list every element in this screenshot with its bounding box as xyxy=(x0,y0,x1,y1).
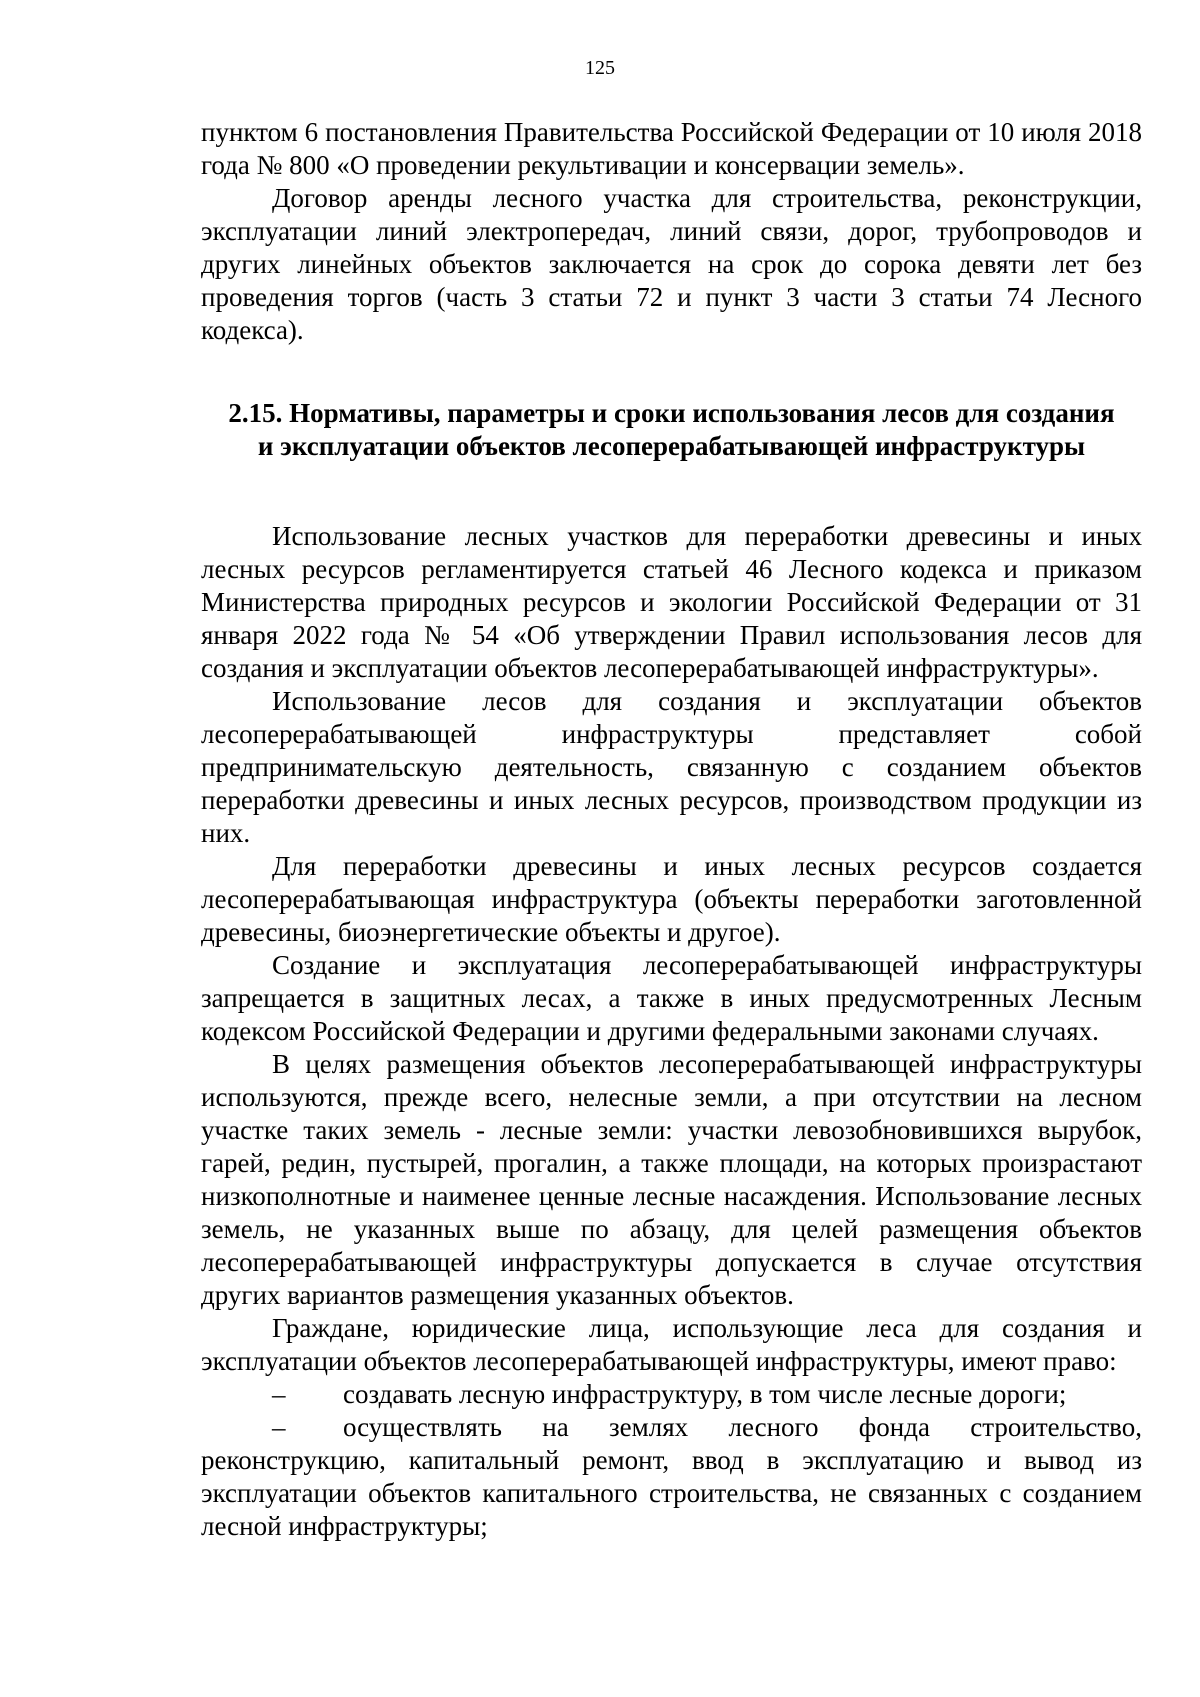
section-body xyxy=(201,520,1142,1543)
section-heading-line-2: и эксплуатации объектов лесоперерабатывающей инфраструктуры xyxy=(257,431,1086,461)
section-paragraph: В целях размещения объектов лесоперерабатывающей инфраструктуры используются, прежде всего, нелесные земли, а при отсутствии на лесном участке таких земель - лесные земли: участки левозобновившихся вырубок, гарей, редин, пустырей, прогалин, а также площади, на которых произрастают низкополнотные и наименее ценные лесные насаждения. Использование лесных земель, не указанных выше по абзацу, для целей размещения объектов лесоперерабатывающей инфраструктуры допускается в случае отсутствия других вариантов размещения указанных объектов. xyxy=(201,1049,1142,1310)
top-text-block xyxy=(201,116,1142,347)
list-dash-marker: – xyxy=(272,1412,286,1442)
section-heading xyxy=(190,397,1153,463)
section-paragraph: Использование лесных участков для переработки древесины и иных лесных ресурсов регламентируется статьей 46 Лесного кодекса и приказом Министерства природных ресурсов и экологии Российской Федерации от 31 января 2022 года № 54 «Об утверждении Правил использования лесов для создания и эксплуатации объектов лесоперерабатывающей инфраструктуры». xyxy=(201,521,1142,683)
section-paragraph: Граждане, юридические лица, использующие леса для создания и эксплуатации объектов лесоперерабатывающей инфраструктуры, имеют право: xyxy=(201,1313,1142,1376)
section-paragraph: Для переработки древесины и иных лесных ресурсов создается лесоперерабатывающая инфраструктура (объекты переработки заготовленной древесины, биоэнергетические объекты и другое). xyxy=(201,851,1142,947)
section-heading-line-1: 2.15. Нормативы, параметры и сроки использования лесов для создания xyxy=(228,398,1115,428)
list-item xyxy=(201,1378,1142,1411)
list-item-text: создавать лесную инфраструктуру, в том числе лесные дороги; xyxy=(343,1379,1067,1409)
section-paragraph: Использование лесов для создания и эксплуатации объектов лесоперерабатывающей инфраструктуры представляет собой предпринимательскую деятельность, связанную с созданием объектов переработки древесины и иных лесных ресурсов, производством продукции из них. xyxy=(201,686,1142,848)
section-paragraph: Создание и эксплуатация лесоперерабатывающей инфраструктуры запрещается в защитных лесах, а также в иных предусмотренных Лесным кодексом Российской Федерации и другими федеральными законами случаях. xyxy=(201,950,1142,1046)
list-dash-marker: – xyxy=(272,1379,286,1409)
page-number: 125 xyxy=(585,57,615,79)
list-item-text: осуществлять на землях лесного фонда строительство, реконструкцию, капитальный ремонт, ввод в эксплуатацию и вывод из эксплуатации объектов капитального строительства, не связанных с созданием лесной инфраструктуры; xyxy=(201,1412,1142,1541)
lease-term-paragraph: Договор аренды лесного участка для строительства, реконструкции, эксплуатации линий электропередач, линий связи, дорог, трубопроводов и других линейных объектов заключается на срок до сорока девяти лет без проведения торгов (часть 3 статьи 72 и пункт 3 части 3 статьи 74 Лесного кодекса). xyxy=(201,183,1142,345)
list-item xyxy=(201,1411,1142,1543)
continuation-paragraph: пунктом 6 постановления Правительства Российской Федерации от 10 июля 2018 года № 800 «О проведении рекультивации и консервации земель». xyxy=(201,117,1142,180)
